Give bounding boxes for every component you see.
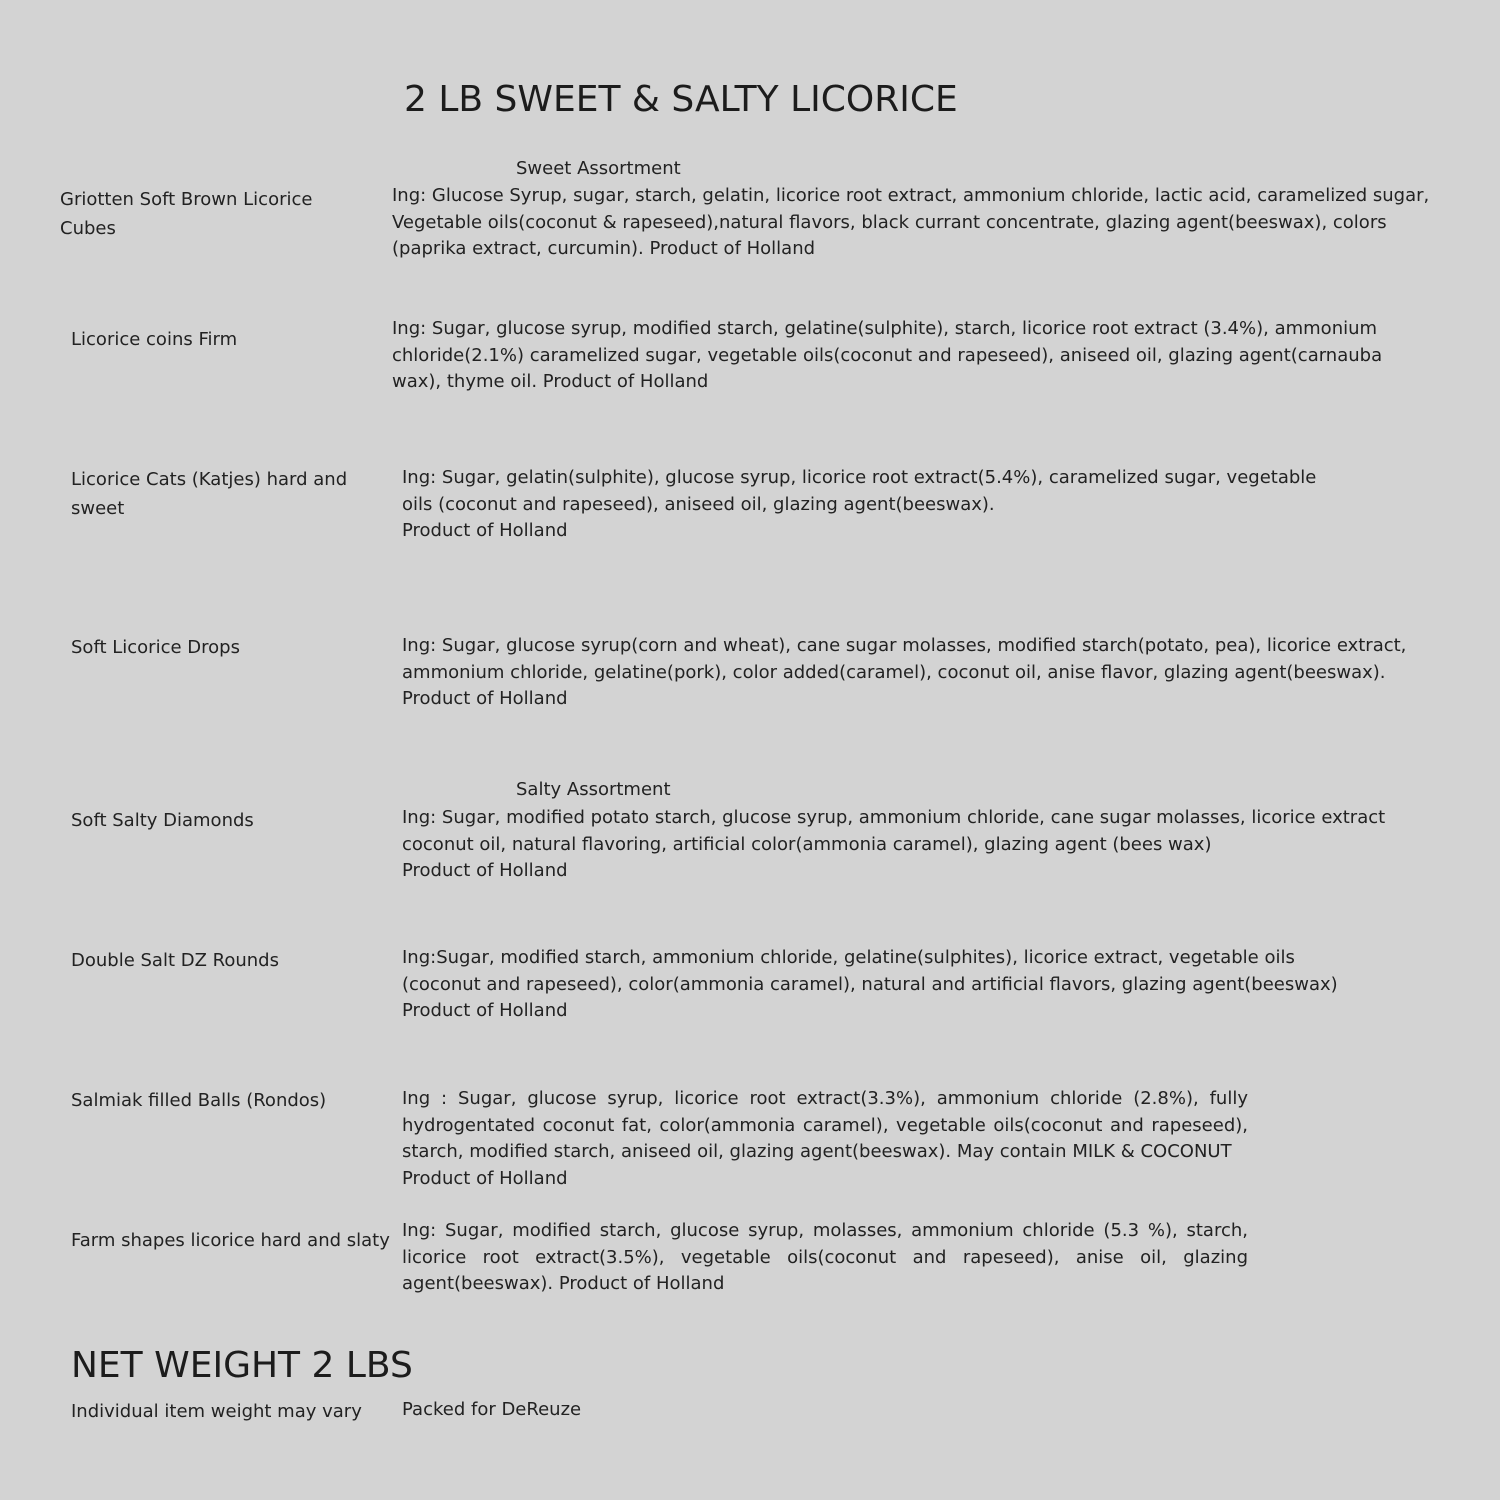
origin-text: Product of Holland bbox=[402, 860, 568, 881]
product-ingredients-licorice-cats bbox=[402, 465, 1342, 545]
ingredients-text: Ing: Sugar, modified potato starch, glucose syrup, ammonium chloride, cane sugar molasses, licorice extract coconut oil, natural flavoring, artificial color(ammonia caramel), glazing agent (bees wax) bbox=[402, 807, 1386, 855]
weight-note: Individual item weight may vary bbox=[71, 1401, 362, 1422]
ingredients-text: Ing: Sugar, gelatin(sulphite), glucose syrup, licorice root extract(5.4%), caramelized sugar, vegetable oils (coconut and rapeseed), aniseed oil, glazing agent(beeswax). bbox=[402, 467, 1317, 515]
product-ingredients-soft-salty-diamonds bbox=[402, 805, 1387, 885]
product-name-soft-licorice-drops: Soft Licorice Drops bbox=[71, 637, 240, 658]
product-name-soft-salty-diamonds: Soft Salty Diamonds bbox=[71, 810, 254, 831]
ingredients-text: Ing:Sugar, modified starch, ammonium chloride, gelatine(sulphites), licorice extract, vegetable oils (coconut and rapeseed), color(ammonia caramel), natural and artificial flavors, glazing agent(beeswax) bbox=[402, 947, 1338, 995]
product-name-licorice-coins: Licorice coins Firm bbox=[71, 329, 238, 350]
product-name-griotten: Griotten Soft Brown Licorice Cubes bbox=[60, 189, 313, 239]
product-ingredients-salmiak-balls bbox=[402, 1086, 1248, 1192]
origin-text: Product of Holland bbox=[402, 1167, 568, 1189]
page-title: 2 LB SWEET & SALTY LICORICE bbox=[404, 79, 958, 120]
ingredients-text: Ing : Sugar, glucose syrup, licorice root extract(3.3%), ammonium chloride (2.8%), fully hydrogentated coconut fat, color(ammonia caramel), vegetable oils(coconut and rapeseed), starch, modified starch, aniseed oil, glazing agent(beeswax). May contain MILK & COCONUT bbox=[402, 1088, 1248, 1162]
product-name-salmiak-balls: Salmiak filled Balls (Rondos) bbox=[71, 1090, 327, 1111]
product-ingredients-farm-shapes: Ing: Sugar, modified starch, glucose syrup, molasses, ammonium chloride (5.3 %), starch, licorice root extract(3.5%), vegetable oils(coconut and rapeseed), anise oil, glazing agent(beeswax). Product of Holland bbox=[402, 1220, 1248, 1294]
origin-text: Product of Holland bbox=[402, 688, 568, 709]
product-name-farm-shapes: Farm shapes licorice hard and slaty bbox=[71, 1230, 390, 1251]
product-ingredients-soft-licorice-drops bbox=[402, 633, 1412, 713]
product-name-double-salt-dz-rounds: Double Salt DZ Rounds bbox=[71, 950, 279, 971]
product-name-licorice-cats: Licorice Cats (Katjes) hard and sweet bbox=[71, 469, 348, 519]
product-ingredients-licorice-coins: Ing: Sugar, glucose syrup, modified starch, gelatine(sulphite), starch, licorice root extract (3.4%), ammonium chloride(2.1%) caramelized sugar, vegetable oils(coconut and rapeseed), aniseed oil, glazing agent(carnauba wax), thyme oil. Product of Holland bbox=[392, 318, 1383, 392]
ingredients-text: Ing: Sugar, glucose syrup(corn and wheat), cane sugar molasses, modified starch(potato, pea), licorice extract, ammonium chloride, gelatine(pork), color added(caramel), coconut oil, anise flavor, glazing agent(beeswax). bbox=[402, 635, 1407, 683]
section-heading-salty: Salty Assortment bbox=[516, 779, 671, 800]
packed-for-label: Packed for DeReuze bbox=[402, 1399, 582, 1420]
origin-text: Product of Holland bbox=[402, 1000, 568, 1021]
origin-text: Product of Holland bbox=[402, 520, 568, 541]
net-weight-heading: NET WEIGHT 2 LBS bbox=[71, 1345, 413, 1386]
product-ingredients-griotten: Ing: Glucose Syrup, sugar, starch, gelatin, licorice root extract, ammonium chloride, lactic acid, caramelized sugar, Vegetable oils(coconut & rapeseed),natural flavors, black currant concentrate, glazing agent(beeswax), colors (paprika extract, curcumin). Product of Holland bbox=[392, 185, 1430, 259]
section-heading-sweet: Sweet Assortment bbox=[516, 158, 681, 179]
product-ingredients-double-salt-dz-rounds bbox=[402, 945, 1352, 1025]
